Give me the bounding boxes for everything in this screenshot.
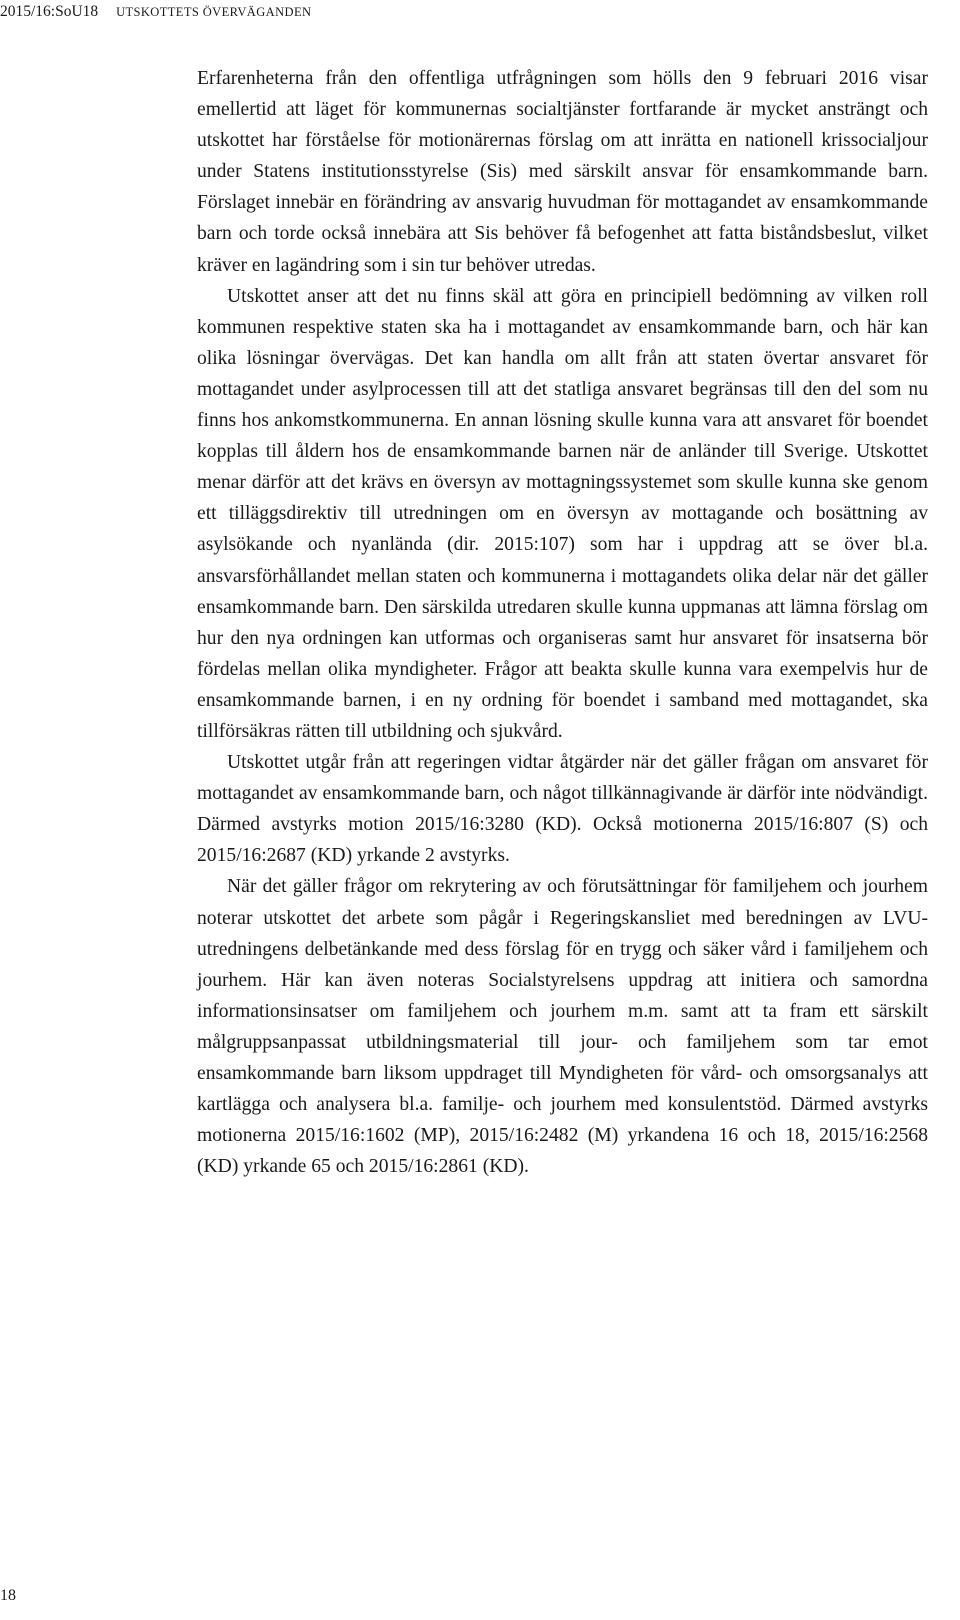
running-header xyxy=(0,2,311,22)
section-title: UTSKOTTETS ÖVERVÄGANDEN xyxy=(116,5,312,19)
paragraph-4: När det gäller frågor om rekrytering av och förutsättningar för familjehem och jourhem noterar utskottet det arbete som pågår i Regeringskansliet med beredningen av LVU-utredningens delbetänkande med dess förslag för en trygg och säker vård i familjehem och jourhem. Här kan även noteras Socialstyrelsens uppdrag att initiera och samordna informationsinsatser om familjehem och jourhem m.m. samt att ta fram ett särskilt målgruppsanpassat utbildningsmaterial till jour- och familjehem som tar emot ensamkommande barn liksom uppdraget till Myndigheten för vård- och omsorgsanalys att kartlägga och analysera bl.a. familje- och jourhem med konsulentstöd. Därmed avstyrks motionerna 2015/16:1602 (MP), 2015/16:2482 (M) yrkandena 16 och 18, 2015/16:2568 (KD) yrkande 65 och 2015/16:2861 (KD). xyxy=(197,876,928,1178)
paragraph-1: Erfarenheterna från den offentliga utfrågningen som hölls den 9 februari 2016 visar emellertid att läget för kommunernas socialtjänster fortfarande är mycket ansträngt och utskottet har förståelse för motionärernas förslag om att inrätta en nationell krissocialjour under Statens institutionsstyrelse (Sis) med särskilt ansvar för ensamkommande barn. Förslaget innebär en förändring av ansvarig huvudman för mottagandet av ensamkommande barn och torde också innebära att Sis behöver få befogenhet att fatta biståndsbeslut, vilket kräver en lagändring som i sin tur behöver utredas. xyxy=(197,68,928,276)
paragraph-3: Utskottet utgår från att regeringen vidtar åtgärder när det gäller frågan om ansvaret för mottagandet av ensamkommande barn, och något tillkännagivande är därför inte nödvändigt. Därmed avstyrks motion 2015/16:3280 (KD). Också motionerna 2015/16:807 (S) och 2015/16:2687 (KD) yrkande 2 avstyrks. xyxy=(197,752,928,867)
body-text xyxy=(197,63,928,1182)
paragraph-2: Utskottet anser att det nu finns skäl att göra en principiell bedömning av vilken roll kommunen respektive staten ska ha i mottagandet av ensamkommande barn, och här kan olika lösningar övervägas. Det kan handla om allt från att staten övertar ansvaret för mottagandet under asylprocessen till att det statliga ansvaret begränsas till den del som nu finns hos ankomstkommunerna. En annan lösning skulle kunna vara att ansvaret för boendet kopplas till åldern hos de ensamkommande barnen när de anländer till Sverige. Utskottet menar därför att det krävs en översyn av mottagningssystemet som skulle kunna ske genom ett tilläggsdirektiv till utredningen om en översyn av mottagande och bosättning av asylsökande och nyanlända (dir. 2015:107) som har i uppdrag att se över bl.a. ansvarsförhållandet mellan staten och kommunerna i mottagandets olika delar när det gäller ensamkommande barn. Den särskilda utredaren skulle kunna uppmanas att lämna förslag om hur den nya ordningen kan utformas och organiseras samt hur ansvaret för insatserna bör fördelas mellan olika myndigheter. Frågor att beakta skulle kunna vara exempelvis hur de ensamkommande barnen, i en ny ordning för boendet i samband med mottagandet, ska tillförsäkras rätten till utbildning och sjukvård. xyxy=(197,285,928,742)
document-id: 2015/16:SoU18 xyxy=(0,3,99,20)
page-number: 18 xyxy=(0,1587,16,1604)
